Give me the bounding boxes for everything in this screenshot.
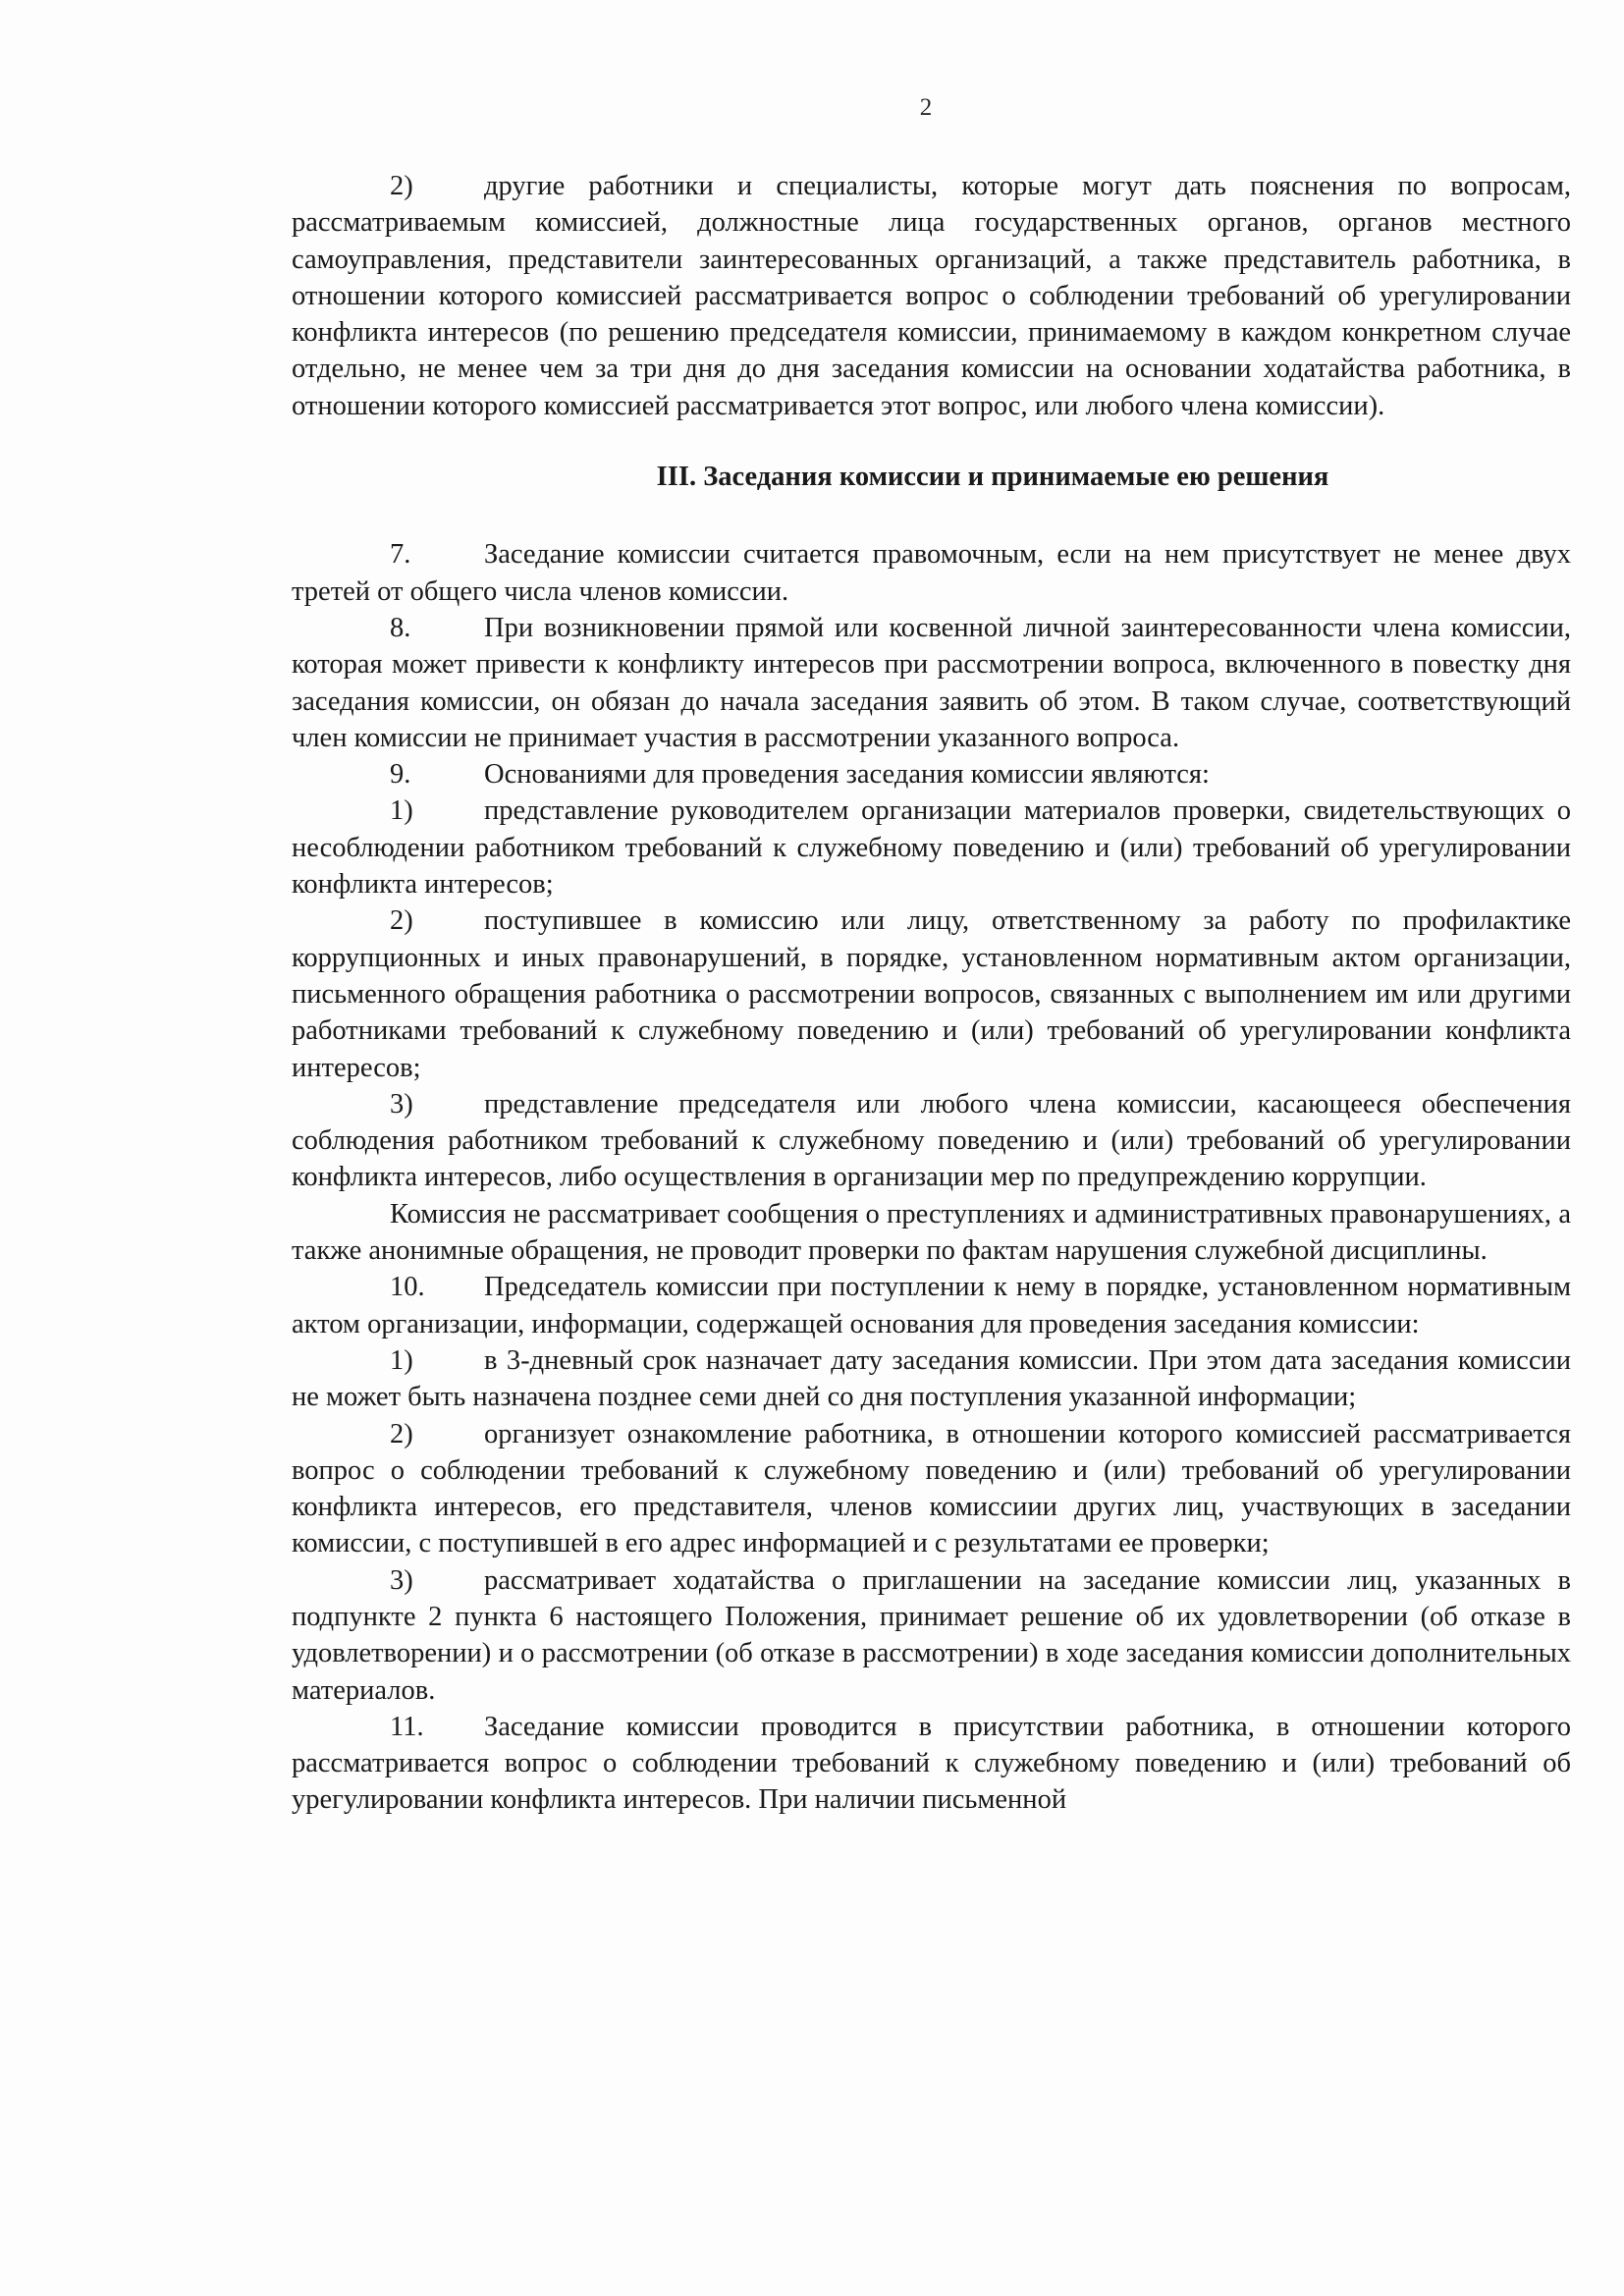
paragraph-text: в 3-дневный срок назначает дату заседания комиссии. При этом дата заседания комиссии не может быть назначена позднее семи дней со дня поступления указанной информации; xyxy=(292,1344,1571,1413)
paragraph xyxy=(292,902,1571,1085)
paragraph-number: 2) xyxy=(390,905,413,937)
paragraph xyxy=(292,1086,1571,1196)
paragraphs-section-3 xyxy=(292,536,1571,1818)
paragraph-text: Заседание комиссии проводится в присутствии работника, в отношении которого рассматривается вопрос о соблюдении требований к служебному поведению и (или) требований об урегулировании конфликта интересов. При наличии письменной xyxy=(292,1711,1571,1816)
paragraph-number: 7. xyxy=(390,539,411,571)
paragraph-text: Заседание комиссии считается правомочным, если на нем присутствует не менее двух третей от общего числа членов комиссии. xyxy=(292,539,1571,607)
paragraph-text: представление председателя или любого члена комиссии, касающееся обеспечения соблюдения работником требований к служебному поведению и (или) требований об урегулировании конфликта интересов, либо осуществления в организации мер по предупреждению коррупции. xyxy=(292,1088,1571,1193)
paragraph-number: 2) xyxy=(390,1418,413,1449)
paragraph xyxy=(292,1269,1571,1342)
paragraph xyxy=(292,1416,1571,1562)
paragraph-text: Председатель комиссии при поступлении к нему в порядке, установленном нормативным актом организации, информации, содержащей основания для проведения заседания комиссии: xyxy=(292,1272,1571,1339)
paragraph-number: 8. xyxy=(390,612,411,643)
paragraph-text: Основаниями для проведения заседания комиссии являются: xyxy=(484,759,1210,791)
paragraph-number: 2) xyxy=(390,171,413,201)
paragraph-number: 3) xyxy=(390,1564,413,1596)
paragraph xyxy=(292,1196,1571,1270)
paragraph-number: 11. xyxy=(390,1711,424,1742)
paragraph-text: рассматривает ходатайства о приглашении на заседание комиссии лиц, указанных в подпункте 2 пункта 6 настоящего Положения, принимает решение об их удовлетворении (об отказе в удовлетворении) и о рассмотрении (об отказе в рассмотрении) в ходе заседания комиссии дополнительных материалов. xyxy=(292,1564,1571,1706)
paragraph-number: 1) xyxy=(390,795,413,827)
section-heading: III. Заседания комиссии и принимаемые ею решения xyxy=(656,462,1329,493)
paragraph xyxy=(292,756,1571,793)
page-number: 2 xyxy=(919,94,933,121)
paragraph-number: 3) xyxy=(390,1088,413,1120)
paragraph xyxy=(292,610,1571,756)
document-body xyxy=(292,168,1571,1819)
paragraph-number: 10. xyxy=(390,1272,425,1303)
paragraph xyxy=(292,536,1571,610)
paragraph-text: представление руководителем организации материалов проверки, свидетельствующих о несоблюдении работником требований к служебному поведению и (или) требований об урегулировании конфликта интересов; xyxy=(292,795,1571,901)
paragraph-text: поступившее в комиссию или лицу, ответственному за работу по профилактике коррупционных и иных правонарушений, в порядке, установленном нормативным актом организации, письменного обращения работника о рассмотрении вопросов, связанных с выполнением им или другими работниками требований к служебному поведению и (или) требований об урегулировании конфликта интересов; xyxy=(292,905,1571,1083)
paragraph-text: другие работники и специалисты, которые могут дать пояснения по вопросам, рассматриваемым комиссией, должностные лица государственных органов, органов местного самоуправления, представители заинтересованных организаций, а также представитель работника, в отношении которого комиссией рассматривается вопрос о соблюдении требований об урегулировании конфликта интересов (по решению председателя комиссии, принимаемому в каждом конкретном случае отдельно, не менее чем за три дня до дня заседания комиссии на основании ходатайства работника, в отношении которого комиссией рассматривается этот вопрос, или любого члена комиссии). xyxy=(292,171,1571,421)
paragraph xyxy=(292,1709,1571,1819)
paragraph-text: организует ознакомление работника, в отношении которого комиссией рассматривается вопрос о соблюдении требований к служебному поведению и (или) требований об урегулировании конфликта интересов, его представителя, членов комиссиии других лиц, участвующих в заседании комиссии, с поступившей в его адрес информацией и с результатами ее проверки; xyxy=(292,1418,1571,1559)
paragraph xyxy=(292,793,1571,902)
paragraphs-before-heading xyxy=(292,168,1571,424)
paragraph-text: При возникновении прямой или косвенной личной заинтересованности члена комиссии, которая может привести к конфликту интересов при рассмотрении вопроса, включенного в повестку дня заседания комиссии, он обязан до начала заседания заявить об этом. В таком случае, соответствующий член комиссии не принимает участия в рассмотрении указанного вопроса. xyxy=(292,612,1571,753)
paragraph-number: 1) xyxy=(390,1344,413,1376)
paragraph xyxy=(292,1562,1571,1709)
paragraph xyxy=(292,1342,1571,1416)
paragraph-text: Комиссия не рассматривает сообщения о преступлениях и административных правонарушениях, а также анонимные обращения, не проводит проверки по фактам нарушения служебной дисциплины. xyxy=(292,1198,1571,1267)
paragraph xyxy=(292,168,1571,424)
paragraph-number: 9. xyxy=(390,759,411,791)
